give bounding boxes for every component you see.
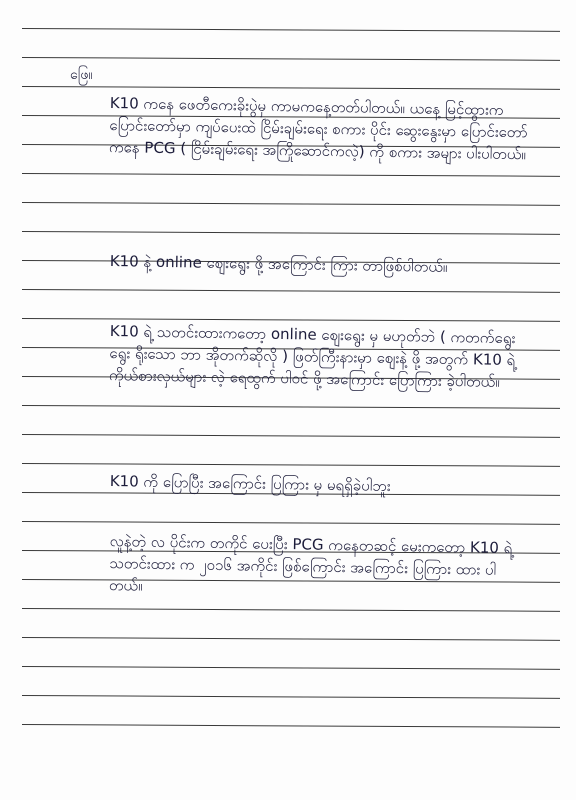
ruled-line — [22, 666, 560, 670]
ruled-line — [22, 695, 560, 699]
ruled-line — [22, 28, 560, 32]
ruled-line — [22, 318, 560, 322]
ruled-line — [22, 57, 560, 61]
ruled-line — [22, 608, 560, 612]
ruled-line — [22, 637, 560, 641]
ruled-line — [22, 202, 560, 206]
paragraph-3: K10 ရဲ့ သတင်းထားကတော့ online ဈေးရွေး မှ မဟုတ်ဘဲ ( ကတက်ရွေးရွေး ရိုးသော ဘာ အိုတက်ဆိုလို ) ဖြတ်ကြီးနားမှာ ဈေးနဲ့ ဖို့ အတွက် K10 ရဲ့ ကိုယ်စားလှယ်များ လဲ့ ရေထွက် ပါဝင် ဖို့ အကြောင်း ပြောကြား ခဲ့ပါတယ်။ — [108, 321, 521, 391]
paragraph-4: K10 ကို ပြောပြီး အကြောင်း ပြကြား မှ မရရှိခဲ့ပါဘူး — [109, 471, 391, 495]
ruled-line — [22, 289, 560, 293]
paragraph-5: လူနဲ့တဲ့ လ ပိုင်းက တကိုင် ပေးပြီး PCG ကနေတဆင့် မေးကတော့ K10 ရဲ့ သတင်းထား က ၂၀၁၆ အကိုင်း ဖြစ်ကြောင်း အကြောင်း ပြကြား ထား ပါတယ်။ — [108, 531, 518, 595]
ruled-line — [22, 231, 560, 235]
ruled-line — [22, 521, 560, 525]
ruled-line — [22, 405, 560, 409]
ruled-line — [22, 173, 560, 177]
paragraph-2: K10 နဲ့ online ဈေးရွေး ဖို့ အကြောင်း ကြား တာဖြစ်ပါတယ်။ — [109, 251, 448, 276]
ruled-line — [22, 724, 560, 728]
ruled-line — [22, 434, 560, 438]
paragraph-1: K10 ကနေ ဖေတီကေးခိုးပွဲမှ ကာမကနေ့တတ်ပါတယ်။ ယနေ့ မြင့်ထွားက ပြောင်းတော်မှာ ကျပ်ပေးထဲ ငြိမ်းချမ်းရေး စကား ပိုင်း ဆွေးနွေးမှာ ပြောင်းတော် ကနေ PCG ( ငြိမ်းချမ်းရေး အကြိုဆောင်ကလဲ့) ကို စကား အများ ပါးပါတယ်။ — [108, 93, 533, 164]
ruled-line — [22, 463, 560, 467]
ruled-line — [22, 86, 560, 90]
answer-heading: ဖြေ။ — [70, 67, 93, 83]
